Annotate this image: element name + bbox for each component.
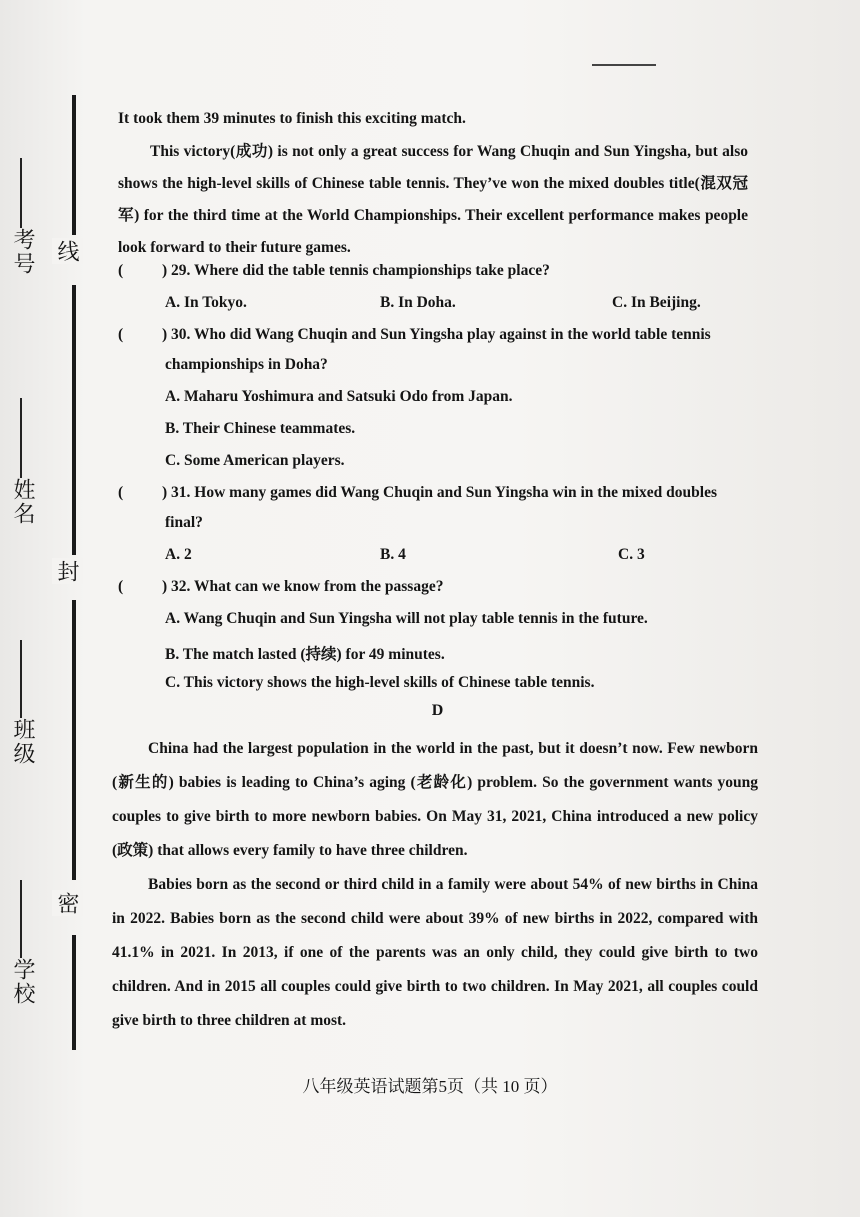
q30-option-a: A. Maharu Yoshimura and Satsuki Odo from Japan. (165, 388, 513, 405)
q31-option-b: B. 4 (380, 546, 406, 563)
name-label: 姓名 (11, 478, 36, 526)
binding-margin (0, 0, 100, 1217)
question-31 (118, 484, 717, 502)
answer-bracket: ( (118, 578, 124, 595)
binding-line (72, 95, 76, 235)
class-label: 班级 (11, 718, 36, 766)
question-30 (118, 326, 711, 344)
answer-bracket: ( (118, 262, 124, 279)
binding-line (72, 285, 76, 555)
seal-marker-seal: 封 (52, 558, 83, 584)
question-text: ) 31. How many games did Wang Chuqin and Sun Yingsha win in the mixed doubles (162, 484, 718, 501)
top-rule (592, 64, 656, 66)
question-text: ) 29. Where did the table tennis championships take place? (162, 262, 550, 279)
school-label: 学校 (11, 958, 36, 1006)
seal-marker-line: 线 (52, 238, 83, 264)
q30-option-c: C. Some American players. (165, 452, 345, 469)
answer-bracket: ( (118, 326, 124, 343)
exam-number-blank (20, 158, 22, 228)
exam-number-label: 考号 (11, 228, 36, 276)
question-text: ) 30. Who did Wang Chuqin and Sun Yingsha play against in the world table tennis (162, 326, 711, 343)
section-d-heading: D (431, 702, 444, 719)
passage-d-paragraph-1: China had the largest population in the world in the past, but it doesn’t now. Few newborn (新生的) babies is leading to China’s aging (老龄化) problem. So the government wants young couples to give birth to more newborn babies. On May 31, 2021, China introduced a new policy (政策) that allows every family to have three children. (112, 740, 758, 859)
school-blank (20, 880, 22, 958)
class-blank (20, 640, 22, 718)
name-blank (20, 398, 22, 478)
q30-text-cont: championships in Doha? (165, 356, 328, 373)
question-text: ) 32. What can we know from the passage? (162, 578, 444, 595)
q31-option-a: A. 2 (165, 546, 192, 563)
q29-option-c: C. In Beijing. (612, 294, 701, 311)
q30-option-b: B. Their Chinese teammates. (165, 420, 356, 437)
q32-option-a: A. Wang Chuqin and Sun Yingsha will not play table tennis in the future. (165, 610, 648, 627)
question-32 (118, 578, 443, 596)
q31-option-c: C. 3 (618, 546, 645, 563)
answer-bracket: ( (118, 484, 124, 501)
q29-option-a: A. In Tokyo. (165, 294, 247, 311)
q31-text-cont: final? (165, 514, 203, 531)
question-29 (118, 262, 550, 280)
passage-d-paragraph-2: Babies born as the second or third child in a family were about 54% of new births in China in 2022. Babies born as the second child were about 39% of new births in 2022, compared with 41.1% in 2021. In 2013, if one of the parents was an only child, they could give birth to two children. And in 2015 all couples could give birth to two children. In May 2021, all couples could give birth to three children at most. (112, 876, 758, 1029)
page-footer: 八年级英语试题第5页（共 10 页） (302, 1077, 558, 1096)
binding-line (72, 600, 76, 880)
passage-c-last-line: It took them 39 minutes to finish this exciting match. (118, 110, 466, 127)
q32-option-c: C. This victory shows the high-level skills of Chinese table tennis. (165, 674, 595, 691)
seal-marker-secret: 密 (52, 890, 83, 916)
binding-line (72, 935, 76, 1050)
q29-option-b: B. In Doha. (380, 294, 456, 311)
passage-c-paragraph: This victory(成功) is not only a great success for Wang Chuqin and Sun Yingsha, but also shows the high-level skills of Chinese table tennis. They’ve won the mixed doubles title(混双冠军) for the third time at the World Championships. Their excellent performance makes people look forward to their future games. (118, 143, 748, 256)
q32-option-b: B. The match lasted (持续) for 49 minutes. (165, 646, 445, 663)
